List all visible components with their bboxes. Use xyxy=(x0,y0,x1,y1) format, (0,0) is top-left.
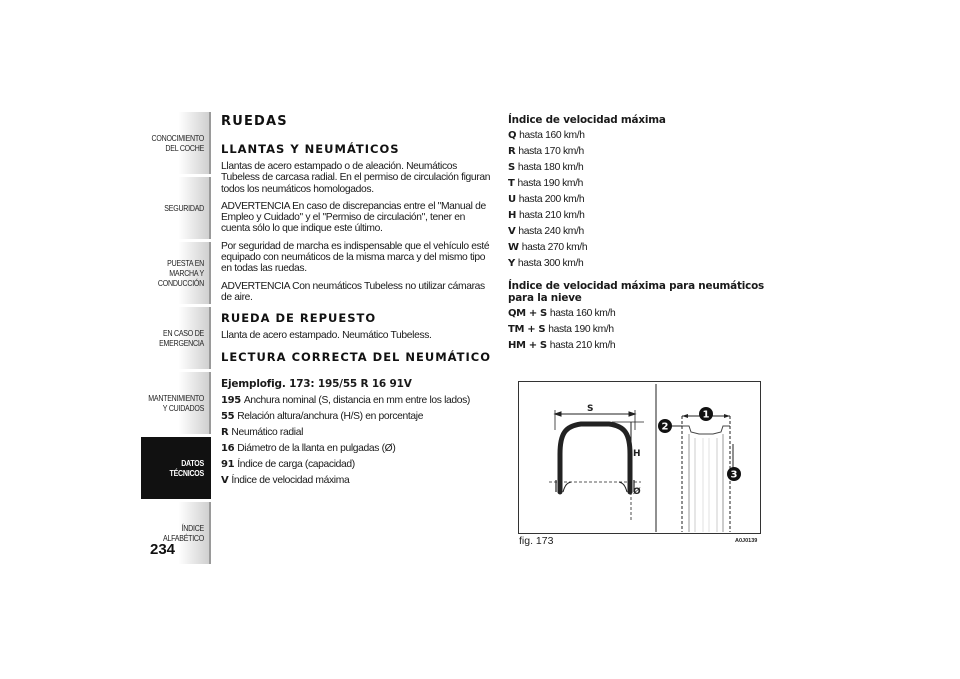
speed-text: hasta 160 km/h xyxy=(519,130,585,141)
speed-code: R xyxy=(508,146,516,157)
page-number: 234 xyxy=(150,541,176,558)
marker-3-label: 3 xyxy=(730,469,738,481)
list-item xyxy=(221,473,493,489)
speed-code: H xyxy=(508,210,517,221)
definition-list xyxy=(221,393,493,489)
list-item xyxy=(221,457,493,473)
list-item xyxy=(508,240,770,256)
marker-2-label: 2 xyxy=(661,421,669,433)
definition-text: Índice de carga (capacidad) xyxy=(237,458,355,470)
snow-speed-list xyxy=(508,306,770,354)
list-item xyxy=(221,425,493,441)
sidebar-item-datos-tecnicos[interactable] xyxy=(141,437,211,499)
paragraph: Llantas de acero estampado o de aleación. Neumáticos Tubeless de carcasa radial. En el permiso de circulación figuran todos los neumáticos homologados. xyxy=(221,161,491,195)
list-item xyxy=(508,208,770,224)
sidebar-item-label: EN CASO DE EMERGENCIA xyxy=(159,328,204,348)
speed-text: hasta 170 km/h xyxy=(518,146,584,157)
speed-text: hasta 270 km/h xyxy=(521,242,588,253)
speed-code: Q xyxy=(508,130,517,141)
warning-paragraph: ADVERTENCIA En caso de discrepancias entre el "Manual de Empleo y Cuidado" y el "Permiso de circulación", tener en cuenta sólo lo que indique este último. xyxy=(221,200,486,235)
right-column xyxy=(508,114,770,354)
paragraph: Por seguridad de marcha es indispensable que el vehículo esté equipado con neumáticos de la misma marca y del mismo tipo en todas las ruedas. xyxy=(221,240,490,275)
sidebar-item-label: CONOCIMIENTO DEL COCHE xyxy=(151,133,204,153)
marker-1-label: 1 xyxy=(702,409,710,421)
section-title-repuesto: RUEDA DE REPUESTO xyxy=(221,311,377,326)
list-item xyxy=(508,176,770,192)
definition-code: 16 xyxy=(221,442,235,454)
definition-code: R xyxy=(221,426,229,438)
definition-text: Índice de velocidad máxima xyxy=(231,474,350,486)
marker-2 xyxy=(658,419,672,433)
list-item xyxy=(221,393,493,409)
sidebar-item-conocimiento[interactable] xyxy=(141,112,211,174)
rim-profile xyxy=(671,414,733,532)
list-item xyxy=(508,192,770,208)
speed-text: hasta 190 km/h xyxy=(517,178,583,189)
sidebar-item-emergencia[interactable] xyxy=(141,307,211,369)
definition-code: V xyxy=(221,474,229,486)
definition-text: Relación altura/anchura (H/S) en porcentaje xyxy=(237,410,424,422)
speed-text: hasta 160 km/h xyxy=(549,308,616,319)
tire-diagram xyxy=(519,382,760,533)
sidebar-item-mantenimiento[interactable] xyxy=(141,372,211,434)
speed-text: hasta 180 km/h xyxy=(517,162,584,173)
sidebar-item-puesta-en-marcha[interactable] xyxy=(141,242,211,304)
section-title-llantas: LLANTAS Y NEUMÁTICOS xyxy=(221,142,400,156)
speed-code: T xyxy=(508,178,515,189)
speed-text: hasta 210 km/h xyxy=(519,210,585,221)
paragraph: Llanta de acero estampado. Neumático Tubeless. xyxy=(221,330,432,342)
speed-code: Y xyxy=(508,258,515,269)
list-item xyxy=(508,128,770,144)
definition-code: 195 xyxy=(221,394,241,406)
list-item xyxy=(508,338,770,354)
page-title: RUEDAS xyxy=(221,114,288,129)
label-h: H xyxy=(633,449,641,459)
definition-text: Neumático radial xyxy=(231,426,304,438)
definition-text: Anchura nominal (S, distancia en mm entre los lados) xyxy=(243,394,471,406)
list-item xyxy=(508,256,770,272)
speed-text: hasta 300 km/h xyxy=(517,258,584,269)
speed-code: U xyxy=(508,194,516,205)
marker-3 xyxy=(727,467,741,481)
speed-text: hasta 200 km/h xyxy=(518,194,585,205)
speed-list xyxy=(508,128,770,272)
sidebar-item-label: DATOS TÉCNICOS xyxy=(169,458,204,478)
sidebar-item-label: PUESTA EN MARCHA Y CONDUCCIÓN xyxy=(157,258,204,288)
sidebar-item-seguridad[interactable] xyxy=(141,177,211,239)
speed-code: V xyxy=(508,226,516,237)
section-title-lectura: LECTURA CORRECTA DEL NEUMÁTICO xyxy=(221,349,491,364)
definition-code: 91 xyxy=(221,458,235,470)
list-item xyxy=(221,409,493,425)
definition-text: Diámetro de la llanta en pulgadas (Ø) xyxy=(237,442,396,454)
speed-index-title: Índice de velocidad máxima xyxy=(508,114,666,126)
speed-text: hasta 190 km/h xyxy=(548,324,614,335)
speed-code: W xyxy=(508,242,519,253)
left-column xyxy=(221,114,493,489)
list-item xyxy=(508,306,770,322)
speed-code: HM + S xyxy=(508,340,547,351)
tire-cross-section xyxy=(549,410,644,522)
example-title: Ejemplofig. 173: 195/55 R 16 91V xyxy=(221,377,412,390)
figure-caption: fig. 173 xyxy=(519,535,554,547)
sidebar-item-label: SEGURIDAD xyxy=(164,203,204,213)
sidebar-item-label: MANTENIMIENTO Y CUIDADOS xyxy=(148,393,204,413)
speed-code: TM + S xyxy=(508,324,546,335)
sidebar-item-label: ÍNDICE ALFABÉTICO xyxy=(162,523,204,543)
label-s: S xyxy=(587,404,594,414)
list-item xyxy=(221,441,493,457)
list-item xyxy=(508,160,770,176)
figure-code: A0J0139 xyxy=(735,538,758,544)
chapter-sidebar xyxy=(141,112,211,567)
tire-figure xyxy=(518,381,761,534)
list-item xyxy=(508,224,770,240)
speed-code: QM + S xyxy=(508,308,547,319)
snow-speed-title: Índice de velocidad máxima para neumáticos para la nieve xyxy=(508,280,764,304)
definition-code: 55 xyxy=(221,410,235,422)
list-item xyxy=(508,144,770,160)
marker-1 xyxy=(699,407,713,421)
speed-text: hasta 240 km/h xyxy=(518,226,584,237)
list-item xyxy=(508,322,770,338)
speed-text: hasta 210 km/h xyxy=(549,340,616,351)
label-diameter: Ø xyxy=(633,487,641,497)
speed-code: S xyxy=(508,162,515,173)
warning-paragraph: ADVERTENCIA Con neumáticos Tubeless no utilizar cámaras de aire. xyxy=(221,280,485,303)
